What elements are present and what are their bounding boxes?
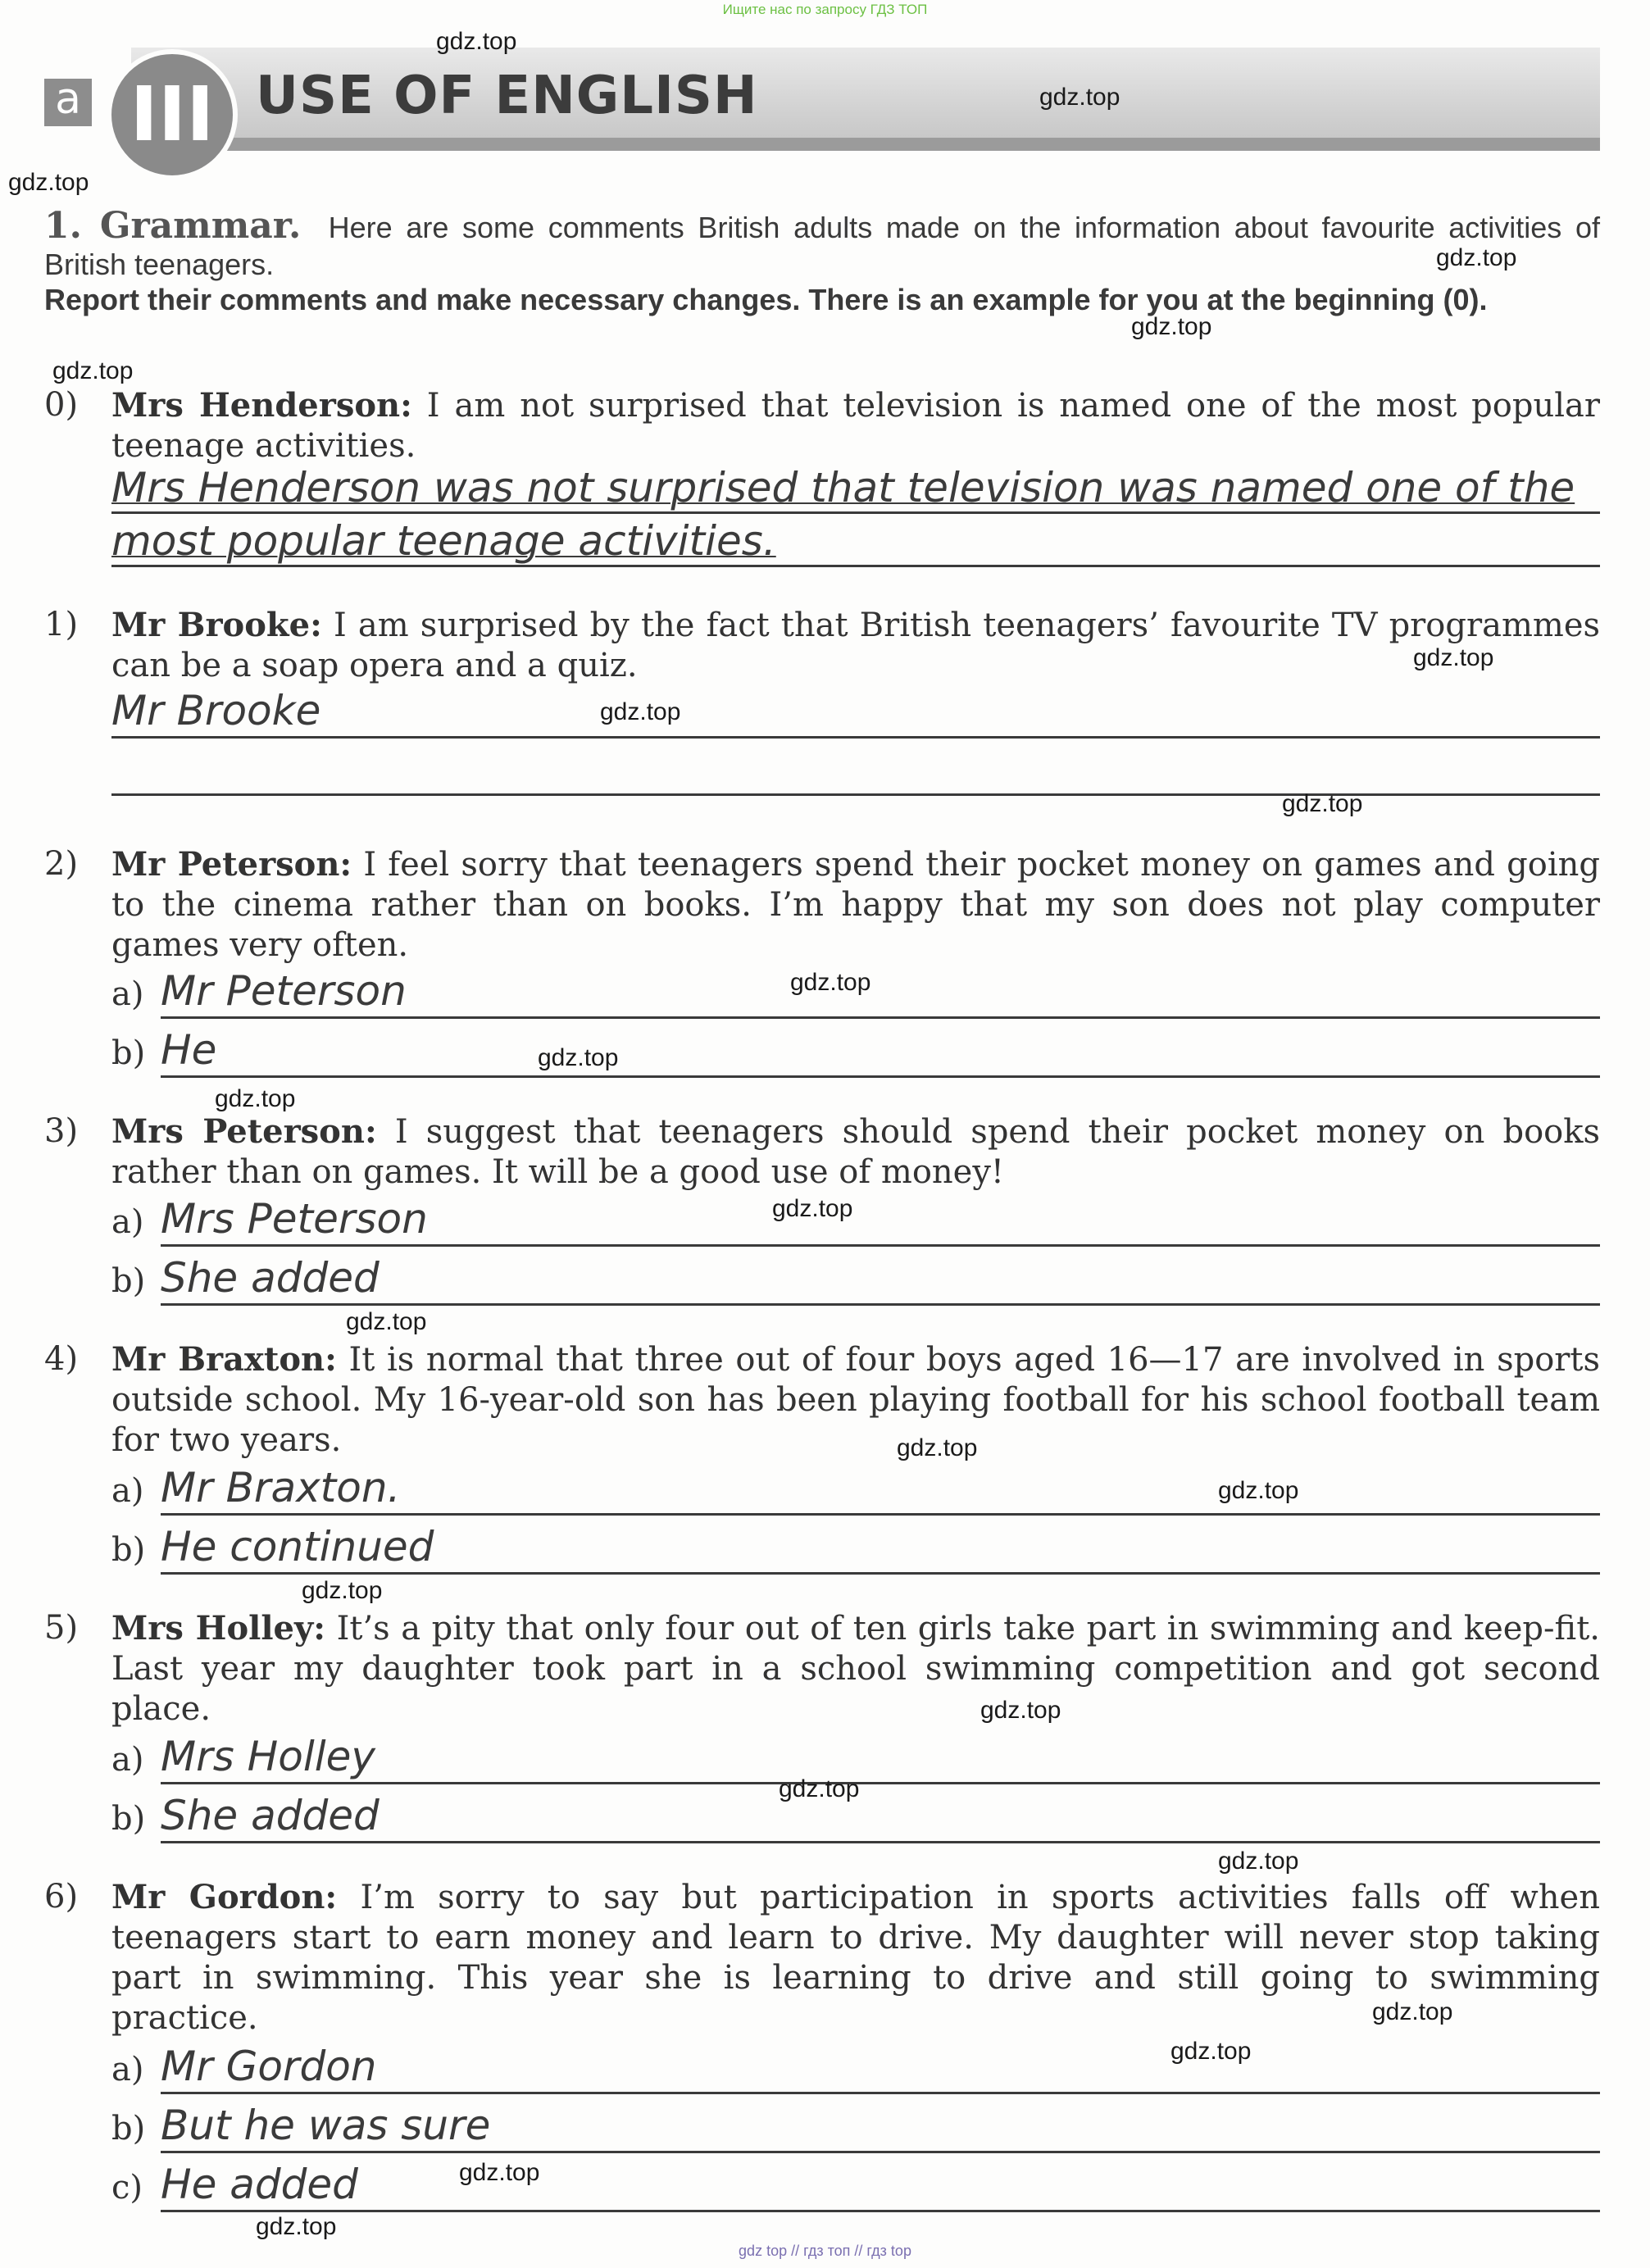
answer-line[interactable] bbox=[161, 1251, 1600, 1306]
answer-line[interactable] bbox=[161, 1461, 1600, 1516]
answer-letter: a) bbox=[111, 1741, 144, 1779]
watermark: gdz.top bbox=[459, 2159, 540, 2186]
answer-start: Mr Brooke bbox=[111, 687, 321, 734]
statement: I’m sorry to say but participation in sports activities falls off when teenagers start to earn money and learn to drive. My daughter will never stop taking part in swimming. This year she is learning to drive and still going to swimming practice. bbox=[111, 1879, 1600, 2037]
section-title: USE OF ENGLISH bbox=[256, 66, 758, 126]
answer-start: She added bbox=[161, 1254, 380, 1302]
model-answer-line: Mrs Henderson was not surprised that television was named one of the bbox=[111, 464, 1575, 511]
answer-letter: b) bbox=[111, 1800, 146, 1838]
speaker: Mr Gordon: bbox=[111, 1878, 338, 1916]
answer-line[interactable] bbox=[161, 2157, 1600, 2212]
answer-start: He continued bbox=[161, 1523, 434, 1570]
watermark: gdz.top bbox=[1282, 790, 1363, 817]
item-number: 0) bbox=[44, 386, 79, 424]
watermark: gdz.top bbox=[1218, 1848, 1299, 1875]
answer-line[interactable] bbox=[161, 2098, 1600, 2153]
item-number: 5) bbox=[44, 1609, 79, 1647]
answer-letter: a) bbox=[111, 2051, 144, 2088]
watermark: gdz.top bbox=[256, 2213, 337, 2240]
answer-start: She added bbox=[161, 1792, 380, 1839]
watermark: gdz.top bbox=[779, 1775, 860, 1802]
speaker: Mr Peterson: bbox=[111, 845, 352, 884]
answer-line[interactable] bbox=[161, 1023, 1600, 1078]
answer-letter: b) bbox=[111, 1531, 146, 1569]
watermark: gdz.top bbox=[790, 969, 871, 996]
watermark: gdz.top bbox=[600, 698, 681, 725]
answer-start: Mr Peterson bbox=[161, 967, 407, 1015]
answer-line[interactable] bbox=[161, 2039, 1600, 2094]
answer-letter: a) bbox=[111, 1203, 144, 1241]
statement: I am not surprised that television is named one of the most popular teenage activities. bbox=[111, 387, 1601, 465]
answer-start: He bbox=[161, 1026, 217, 1074]
watermark: gdz.top bbox=[215, 1085, 296, 1112]
watermark: gdz.top bbox=[1039, 84, 1120, 111]
speaker: Mrs Henderson: bbox=[111, 386, 412, 425]
answer-letter: a) bbox=[111, 1472, 144, 1510]
item-number: 2) bbox=[44, 845, 79, 883]
exercise-description: Here are some comments British adults made on the information about favourite activities of British teenagers. bbox=[44, 211, 1600, 281]
answer-line[interactable] bbox=[161, 1192, 1600, 1247]
item-6 bbox=[44, 1877, 1600, 2038]
header-rule bbox=[201, 138, 1600, 151]
bottom-banner: gdz top // гдз топ // гдз top bbox=[739, 2243, 911, 2259]
exercise-instruction: Report their comments and make necessary changes. There is an example for you at the beginning (0). bbox=[44, 283, 1488, 316]
watermark: gdz.top bbox=[1170, 2038, 1252, 2065]
speaker: Mrs Peterson: bbox=[111, 1112, 377, 1151]
watermark: gdz.top bbox=[302, 1577, 383, 1604]
exercise-label: 1. Grammar. bbox=[44, 205, 302, 247]
answer-line[interactable] bbox=[111, 741, 1600, 796]
answer-start: Mrs Holley bbox=[161, 1733, 375, 1780]
answer-start: Mr Braxton. bbox=[161, 1464, 401, 1511]
section-badge: a bbox=[44, 79, 92, 126]
statement: It’s a pity that only four out of ten girls take part in swimming and keep-fit. Last year my daughter took part in a school swimming competition and got second place. bbox=[111, 1610, 1601, 1728]
watermark: gdz.top bbox=[52, 357, 134, 384]
watermark: gdz.top bbox=[897, 1434, 978, 1461]
top-banner: Ищите нас по запросу ГДЗ ТОП bbox=[722, 2, 928, 17]
statement: I suggest that teenagers should spend their pocket money on books rather than on games. It will be a good use of money! bbox=[111, 1113, 1600, 1191]
watermark: gdz.top bbox=[1436, 244, 1517, 271]
item-number: 3) bbox=[44, 1112, 79, 1150]
statement: I feel sorry that teenagers spend their pocket money on games and going to the cinema rather than on books. I’m happy that my son does not play computer games very often. bbox=[111, 846, 1601, 964]
item-0 bbox=[44, 385, 1600, 466]
speaker: Mrs Holley: bbox=[111, 1609, 325, 1648]
answer-letter: b) bbox=[111, 1034, 146, 1072]
answer-start: But he was sure bbox=[161, 2102, 491, 2149]
model-answer-line: most popular teenage activities. bbox=[111, 517, 776, 565]
answer-start: Mrs Peterson bbox=[161, 1195, 428, 1243]
watermark: gdz.top bbox=[980, 1697, 1061, 1724]
model-answer bbox=[111, 461, 1600, 567]
answer-letter: b) bbox=[111, 1262, 146, 1300]
speaker: Mr Brooke: bbox=[111, 606, 322, 644]
watermark: gdz.top bbox=[538, 1044, 619, 1071]
item-number: 6) bbox=[44, 1878, 79, 1916]
watermark: gdz.top bbox=[1218, 1477, 1299, 1504]
answer-start: He added bbox=[161, 2161, 358, 2208]
item-5 bbox=[44, 1608, 1600, 1729]
answer-letter: c) bbox=[111, 2169, 143, 2207]
exercise-intro bbox=[44, 205, 1600, 317]
item-1 bbox=[44, 605, 1600, 686]
item-2 bbox=[44, 844, 1600, 966]
watermark: gdz.top bbox=[772, 1195, 853, 1222]
watermark: gdz.top bbox=[8, 169, 89, 196]
watermark: gdz.top bbox=[436, 28, 517, 55]
item-number: 1) bbox=[44, 606, 79, 643]
answer-line[interactable] bbox=[111, 684, 1600, 739]
watermark: gdz.top bbox=[1372, 1998, 1453, 2025]
item-4 bbox=[44, 1339, 1600, 1461]
watermark: gdz.top bbox=[1413, 644, 1494, 671]
watermark: gdz.top bbox=[346, 1308, 427, 1335]
watermark: gdz.top bbox=[1131, 313, 1212, 340]
item-3 bbox=[44, 1111, 1600, 1193]
answer-start: Mr Gordon bbox=[161, 2043, 377, 2090]
speaker: Mr Braxton: bbox=[111, 1340, 337, 1379]
section-number-circle: III bbox=[107, 49, 238, 180]
answer-line[interactable] bbox=[161, 1729, 1600, 1784]
statement: It is normal that three out of four boys aged 16—17 are involved in sports outside school. My 16-year-old son has been playing football for his school football team for two years. bbox=[111, 1341, 1600, 1459]
item-number: 4) bbox=[44, 1340, 79, 1378]
answer-line[interactable] bbox=[161, 1520, 1600, 1575]
answer-line[interactable] bbox=[161, 1788, 1600, 1843]
statement: I am surprised by the fact that British teenagers’ favourite TV programmes can be a soap opera and a quiz. bbox=[111, 607, 1601, 684]
answer-letter: b) bbox=[111, 2110, 146, 2148]
answer-line[interactable] bbox=[161, 964, 1600, 1019]
answer-letter: a) bbox=[111, 975, 144, 1013]
